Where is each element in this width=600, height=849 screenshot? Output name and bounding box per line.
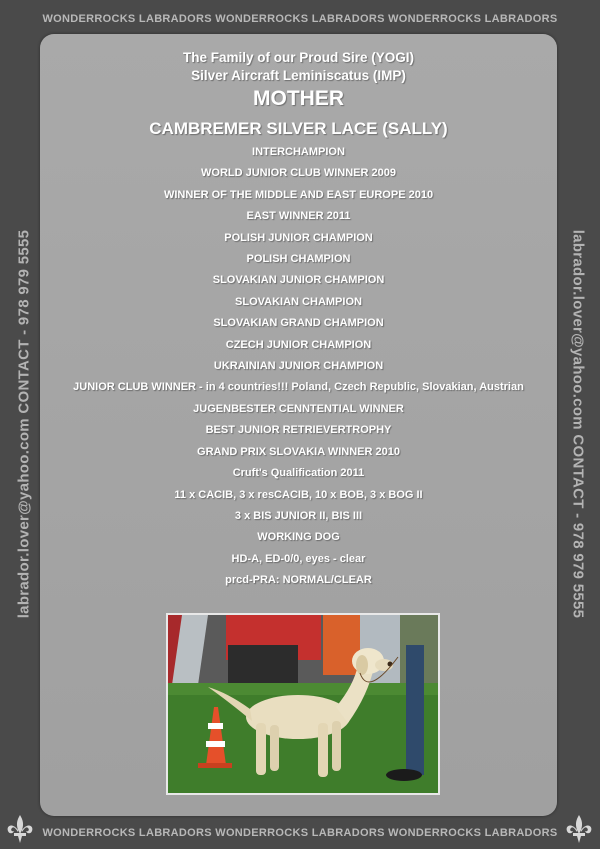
title-item: BEST JUNIOR RETRIEVERTROPHY bbox=[205, 424, 392, 437]
title-item: JUGENBESTER CENNTENTIAL WINNER bbox=[193, 402, 404, 415]
dog-photo-illustration bbox=[168, 615, 438, 793]
title-item: 3 x BIS JUNIOR II, BIS III bbox=[234, 509, 363, 522]
title-item: Cruft's Qualification 2011 bbox=[232, 467, 365, 480]
title-item: WORKING DOG bbox=[257, 531, 340, 544]
title-item: UKRAINIAN JUNIOR CHAMPION bbox=[213, 360, 384, 373]
title-item: INTERCHAMPION bbox=[252, 146, 345, 158]
title-item: prcd-PRA: NORMAL/CLEAR bbox=[225, 574, 372, 587]
title-item: SLOVAKIAN GRAND CHAMPION bbox=[213, 317, 384, 330]
title-item: POLISH JUNIOR CHAMPION bbox=[224, 231, 373, 244]
title-item: SLOVAKIAN CHAMPION bbox=[235, 295, 362, 308]
title-item: GRAND PRIX SLOVAKIA WINNER 2010 bbox=[197, 445, 400, 458]
title-item: WINNER OF THE MIDDLE AND EAST EUROPE 2010 bbox=[163, 188, 434, 201]
dog-name: CAMBREMER SILVER LACE (SALLY) bbox=[149, 119, 448, 138]
title-item: HD-A, ED-0/0, eyes - clear bbox=[231, 552, 366, 565]
fleur-de-lis-icon bbox=[565, 814, 593, 844]
titles-list bbox=[40, 142, 557, 592]
relation-heading: MOTHER bbox=[253, 87, 344, 110]
fleur-de-lis-icon bbox=[6, 814, 34, 844]
contact-side-right: labrador.lover@yahoo.com CONTACT - 978 979 5555 bbox=[569, 229, 587, 619]
title-item: CZECH JUNIOR CHAMPION bbox=[225, 338, 372, 351]
title-item: POLISH CHAMPION bbox=[246, 253, 351, 266]
family-heading: The Family of our Proud Sire (YOGI) bbox=[182, 50, 415, 65]
title-item: EAST WINNER 2011 bbox=[246, 210, 351, 223]
panel-content bbox=[40, 34, 557, 592]
title-item: WORLD JUNIOR CLUB WINNER 2009 bbox=[201, 167, 396, 180]
title-item: JUNIOR CLUB WINNER - in 4 countries!!! Poland, Czech Republic, Slovakian, Austrian bbox=[73, 381, 524, 394]
dog-photo bbox=[166, 613, 440, 795]
title-item: 11 x CACIB, 3 x resCACIB, 10 x BOB, 3 x BOG II bbox=[174, 488, 423, 501]
banner-bottom: WONDERROCKS LABRADORS WONDERROCKS LABRADORS WONDERROCKS LABRADORS bbox=[42, 827, 558, 839]
contact-side-left: labrador.lover@yahoo.com CONTACT - 978 979 5555 bbox=[15, 229, 33, 619]
banner-top: WONDERROCKS LABRADORS WONDERROCKS LABRADORS WONDERROCKS LABRADORS bbox=[42, 13, 558, 25]
title-item: SLOVAKIAN JUNIOR CHAMPION bbox=[212, 274, 385, 287]
sire-name: Silver Aircraft Leminiscatus (IMP) bbox=[191, 68, 406, 83]
